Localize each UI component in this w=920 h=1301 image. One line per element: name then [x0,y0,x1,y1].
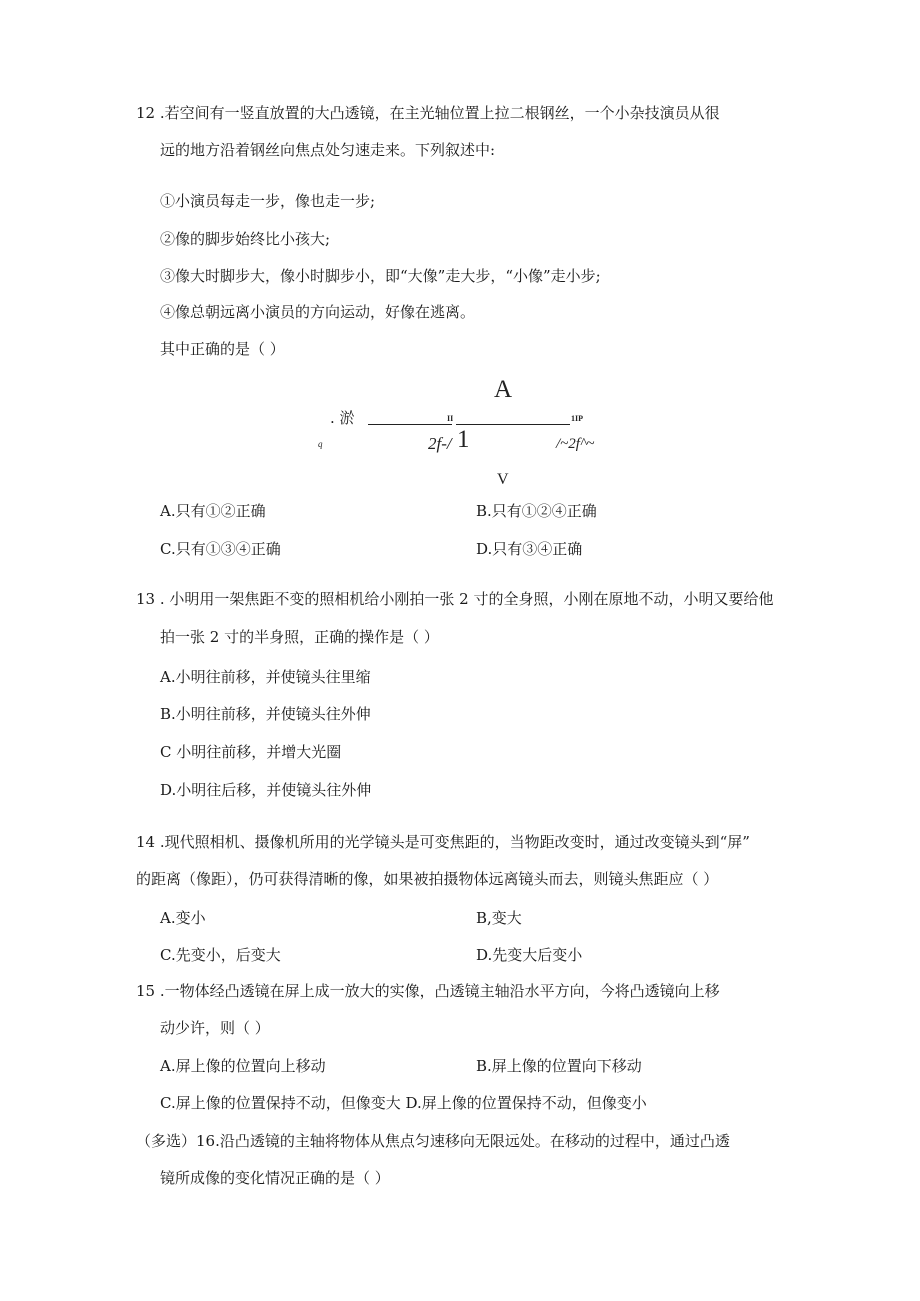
q13-option-d: D.小明往后移，并使镜头往外伸 [160,781,372,799]
q12-statement-4: ④像总朝远离小演员的方向运动，好像在逃离。 [160,303,476,321]
q12-option-d: D.只有③④正确 [476,540,583,558]
q13-option-b: B.小明往前移，并使镜头往外伸 [160,705,371,723]
q12-option-a: A.只有①②正确 [160,502,266,520]
q12-stem-line1: 12 .若空间有一竖直放置的大凸透镜，在主光轴位置上拉二根钢丝，一个小杂技演员从很 [136,104,720,122]
q14-option-c: C.先变小，后变大 [160,946,281,964]
figure-bottom-letter: V [497,471,509,488]
q13-stem-line1: 13 . 小明用一架焦距不变的照相机给小刚拍一张 2 寸的全身照，小刚在原地不动，小明又要给他 [136,590,774,608]
q14-option-b: B,变大 [476,909,522,927]
figure-top-letter: A [494,376,513,403]
q13-option-c: C 小明往前移，并增大光圈 [160,743,342,761]
figure-left-label: . 淤 [330,409,355,427]
q14-stem-line2: 的距离（像距），仍可获得清晰的像，如果被拍摄物体远离镜头而去，则镜头焦距应（ ） [136,870,719,888]
q12-option-b: B.只有①②④正确 [476,502,597,520]
q12-option-c: C.只有①③④正确 [160,540,281,558]
figure-big-one: 1 [457,426,470,453]
q15-option-a: A.屏上像的位置向上移动 [160,1057,326,1075]
q15-stem-line2: 动少许，则（ ） [160,1019,270,1037]
q16-stem-line2: 镜所成像的变化情况正确的是（ ） [160,1169,390,1187]
q16-stem-line1: （多选）16.沿凸透镜的主轴将物体从焦点匀速移向无限远处。在移动的过程中，通过凸透 [136,1132,730,1150]
figure-q-label: q [318,439,323,449]
q12-statement-3: ③像大时脚步大，像小时脚步小，即“大像”走大步，“小像”走小步; [160,267,601,285]
figure-axis-left [368,424,452,425]
figure-axis-right [456,424,570,425]
q14-option-a: A.变小 [160,909,206,927]
q12-prompt: 其中正确的是（ ） [160,340,285,358]
q14-option-d: D.先变大后变小 [476,946,583,964]
figure-2f-right-label: /~2f^~ [556,436,595,452]
q14-stem-line1: 14 .现代照相机、摄像机所用的光学镜头是可变焦距的，当物距改变时，通过改变镜头到“屏” [136,833,750,851]
figure-mid-mark: II [447,414,454,423]
q15-option-b: B.屏上像的位置向下移动 [476,1057,642,1075]
q15-stem-line1: 15 .一物体经凸透镜在屏上成一放大的实像，凸透镜主轴沿水平方向，今将凸透镜向上移 [136,982,720,1000]
q12-statement-2: ②像的脚步始终比小孩大; [160,230,331,248]
q12-statement-1: ①小演员每走一步，像也走一步; [160,192,376,210]
q15-option-cd: C.屏上像的位置保持不动，但像变大 D.屏上像的位置保持不动，但像变小 [160,1094,647,1112]
figure-2f-label: 2f-/ [428,434,452,453]
q13-option-a: A.小明往前移，并使镜头往里缩 [160,668,371,686]
figure-right-mark: 1IP [571,414,583,423]
q12-stem-line2: 远的地方沿着钢丝向焦点处匀速走来。下列叙述中: [160,141,496,159]
q13-stem-line2: 拍一张 2 寸的半身照，正确的操作是（ ） [160,628,439,646]
